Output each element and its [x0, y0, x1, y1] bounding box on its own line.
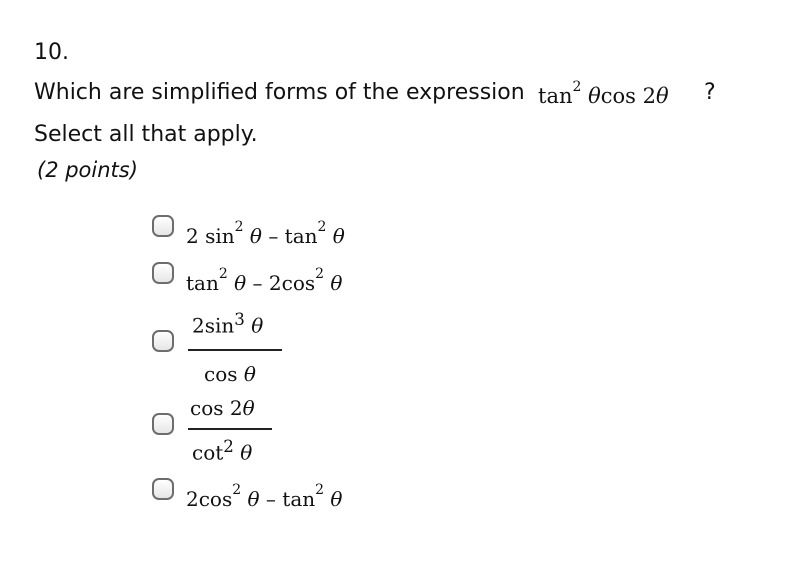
- option-4-den-theta: θ: [240, 440, 253, 465]
- question-expression: [538, 79, 669, 108]
- option-3-den-func: cos: [204, 362, 238, 386]
- option-2-checkbox[interactable]: [152, 262, 174, 284]
- option-4-den-exponent: 2: [223, 437, 234, 456]
- expr-theta-2: θ: [656, 84, 669, 108]
- option-4-fraction: [186, 393, 286, 473]
- option-5-term-a-exponent: 2: [232, 482, 242, 499]
- option-2-math: [186, 266, 343, 295]
- option-1-term-b-exponent: 2: [317, 219, 327, 236]
- option-3-num-func: 2sin: [192, 313, 235, 338]
- expr-coef: 2: [642, 84, 656, 108]
- expr-theta: θ: [588, 84, 601, 108]
- option-2-term-a: tan: [186, 271, 219, 295]
- option-2-term-b-exponent: 2: [315, 266, 325, 283]
- option-1-math: [186, 219, 345, 248]
- option-5-operator: –: [265, 487, 276, 511]
- instruction-text: Select all that apply.: [34, 122, 258, 147]
- option-2-operator: –: [252, 271, 263, 295]
- option-5-term-a: 2cos: [186, 487, 233, 511]
- option-3-den-theta: θ: [243, 362, 256, 386]
- option-3-fraction-bar: [188, 349, 282, 351]
- option-3-fraction: [186, 310, 286, 390]
- option-1-term-a-theta: θ: [249, 224, 262, 248]
- option-4-denominator: [192, 437, 252, 465]
- option-5-checkbox[interactable]: [152, 478, 174, 500]
- expr-tan: tan: [538, 84, 573, 108]
- option-1-term-a: 2 sin: [186, 224, 235, 248]
- option-3-denominator: [204, 362, 256, 386]
- option-4-fraction-bar: [188, 428, 272, 430]
- option-4-numerator: [190, 396, 255, 420]
- option-4-checkbox[interactable]: [152, 413, 174, 435]
- option-4-num-func: cos 2: [190, 396, 243, 420]
- option-2-term-b: 2cos: [268, 271, 316, 295]
- option-3-num-theta: θ: [251, 313, 264, 338]
- option-1-operator: –: [268, 224, 279, 248]
- option-3-checkbox[interactable]: [152, 330, 174, 352]
- option-5-term-b-theta: θ: [330, 487, 343, 511]
- option-4-den-func: cot: [192, 440, 224, 465]
- option-1-checkbox[interactable]: [152, 215, 174, 237]
- option-2-term-a-theta: θ: [234, 271, 247, 295]
- expr-cos: cos: [600, 84, 636, 108]
- option-1-term-b-theta: θ: [332, 224, 345, 248]
- option-3-numerator: [192, 310, 263, 338]
- option-1-term-a-exponent: 2: [234, 219, 244, 236]
- option-4-num-theta: θ: [242, 396, 255, 420]
- points-label: (2 points): [37, 158, 138, 182]
- option-2-term-b-theta: θ: [330, 271, 343, 295]
- expr-tan-exponent: 2: [572, 79, 582, 95]
- option-5-term-b: tan: [282, 487, 316, 511]
- option-2-term-a-exponent: 2: [218, 266, 228, 283]
- question-prompt: Which are simplified forms of the expression: [34, 80, 525, 105]
- option-5-math: [186, 482, 343, 511]
- option-1-term-b: tan: [284, 224, 318, 248]
- option-5-term-a-theta: θ: [247, 487, 260, 511]
- option-3-num-exponent: 3: [234, 310, 245, 329]
- option-5-term-b-exponent: 2: [315, 482, 325, 499]
- question-mark: ?: [704, 80, 716, 105]
- question-number: 10.: [34, 40, 69, 65]
